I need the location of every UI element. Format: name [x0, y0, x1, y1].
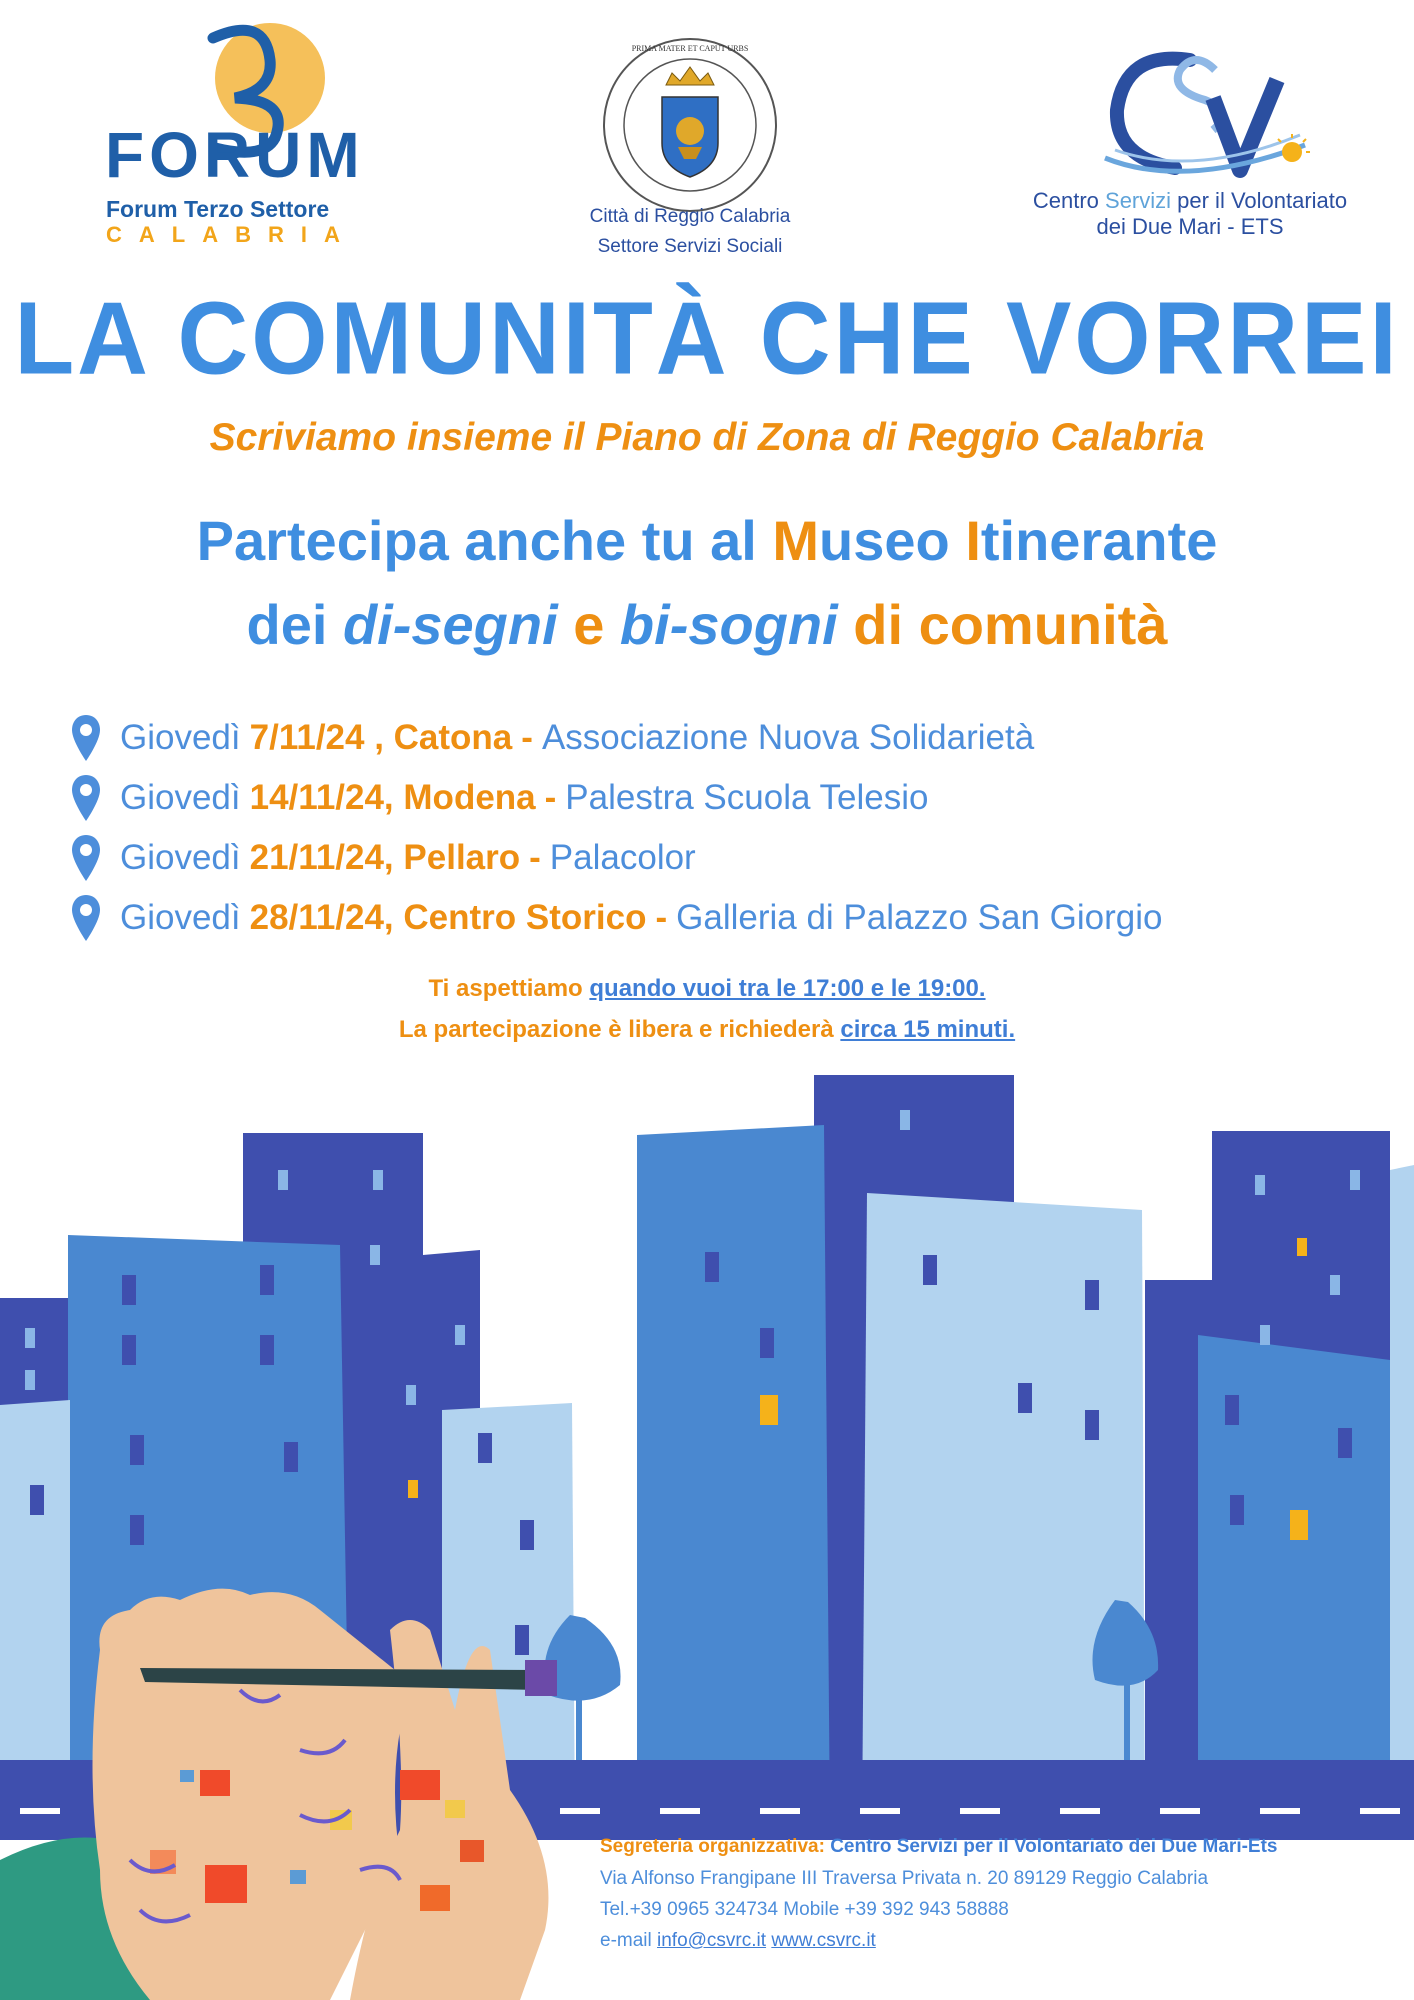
event-item — [70, 890, 1163, 946]
website-link[interactable]: www.csvrc.it — [771, 1930, 876, 1951]
event-day: Giovedì — [120, 718, 241, 757]
event-separator: - — [655, 898, 668, 937]
main-title: LA COMUNITÀ CHE VORREI — [14, 280, 1400, 396]
event-separator: - — [529, 838, 541, 877]
duration-note: La partecipazione è libera e richiederà circa 15 minuti. — [398, 1016, 1016, 1043]
event-item — [70, 770, 928, 826]
event-venue: Palacolor — [549, 838, 696, 877]
event-venue: Palestra Scuola Telesio — [565, 778, 929, 817]
event-item — [70, 710, 1034, 766]
email-link[interactable]: info@csvrc.it — [657, 1930, 767, 1951]
city-seal-icon — [600, 35, 780, 215]
forum-region: CALABRIA — [106, 222, 357, 247]
event-item — [70, 830, 696, 886]
event-place: Pellaro — [403, 838, 521, 877]
time-note: Ti aspettiamo quando vuoi tra le 17:00 e le 19:00. — [428, 975, 986, 1002]
city-department: Settore Servizi Sociali — [597, 236, 783, 257]
event-separator: - — [544, 778, 557, 817]
footer-phone: Tel.+39 0965 324734 Mobile +39 392 943 58888 — [600, 1899, 1009, 1920]
csv-name-line1: Centro Servizi per il Volontariato — [1032, 188, 1348, 213]
forum-wordmark: FORUM — [105, 119, 365, 191]
event-venue: Galleria di Palazzo San Giorgio — [676, 898, 1163, 937]
event-day: Giovedì — [120, 838, 241, 877]
event-separator: - — [521, 718, 533, 757]
city-name: Città di Reggio Calabria — [589, 206, 791, 227]
forum-subtitle: Forum Terzo Settore — [106, 196, 330, 222]
svg-text:PRIMA MATER ET CAPUT URBS: PRIMA MATER ET CAPUT URBS — [631, 44, 749, 53]
city-skyline-illustration — [0, 1070, 1414, 2000]
event-date: 21/11/24, — [249, 838, 394, 877]
event-day: Giovedì — [120, 898, 241, 937]
location-pin-icon — [70, 893, 102, 943]
event-date: 7/11/24 , — [249, 718, 384, 757]
event-day: Giovedì — [120, 778, 241, 817]
location-pin-icon — [70, 833, 102, 883]
event-date: 14/11/24, — [249, 778, 394, 817]
cta-line-2: dei di-segni e bi-sogni di comunità — [246, 593, 1168, 656]
location-pin-icon — [70, 773, 102, 823]
csv-name-line2: dei Due Mari - ETS — [1096, 214, 1284, 239]
event-place: Catona — [393, 718, 513, 757]
event-place: Modena — [403, 778, 536, 817]
event-place: Centro Storico — [403, 898, 647, 937]
event-venue: Associazione Nuova Solidarietà — [541, 718, 1035, 757]
footer-address: Via Alfonso Frangipane III Traversa Privata n. 20 89129 Reggio Calabria — [600, 1868, 1209, 1889]
footer-organizer: Segreteria organizzativa: Centro Servizi per il Volontariato dei Due Mari-Ets — [600, 1836, 1278, 1857]
footer-contacts: e-mail info@csvrc.it www.csvrc.it — [600, 1930, 876, 1951]
location-pin-icon — [70, 713, 102, 763]
csv-logo-mark — [1095, 40, 1315, 190]
subtitle: Scriviamo insieme il Piano di Zona di Reggio Calabria — [209, 416, 1205, 459]
cta-line-1: Partecipa anche tu al Museo Itinerante — [196, 509, 1218, 572]
event-date: 28/11/24, — [249, 898, 394, 937]
